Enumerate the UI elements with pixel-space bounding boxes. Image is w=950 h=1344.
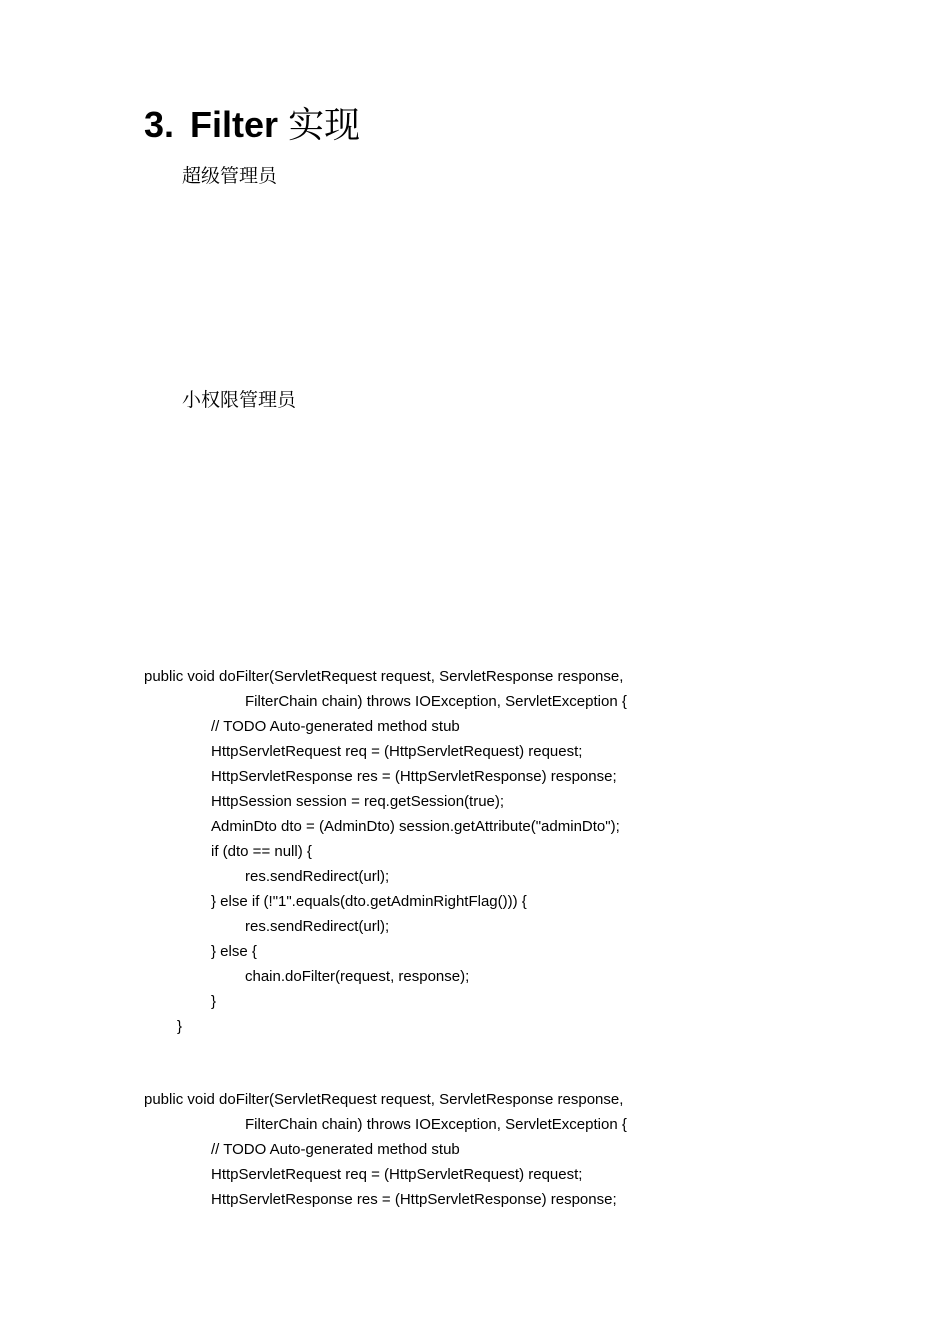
code-line: public void doFilter(ServletRequest request, ServletResponse response,: [144, 668, 624, 685]
code-line: HttpServletResponse res = (HttpServletResponse) response;: [211, 1191, 617, 1208]
code-line: HttpServletResponse res = (HttpServletResponse) response;: [211, 768, 617, 785]
code-line: AdminDto dto = (AdminDto) session.getAttribute("adminDto");: [211, 818, 620, 835]
code-line: FilterChain chain) throws IOException, ServletException {: [245, 1116, 627, 1133]
code-line: public void doFilter(ServletRequest request, ServletResponse response,: [144, 1091, 624, 1108]
code-line: } else if (!"1".equals(dto.getAdminRightFlag())) {: [211, 893, 527, 910]
code-line: if (dto == null) {: [211, 843, 312, 860]
code-block: [144, 1087, 627, 1212]
code-line: // TODO Auto-generated method stub: [211, 718, 460, 735]
subsection-limited-admin: 小权限管理员: [182, 389, 297, 411]
code-line: // TODO Auto-generated method stub: [211, 1141, 460, 1158]
section-heading: [144, 100, 360, 151]
code-line: FilterChain chain) throws IOException, ServletException {: [245, 693, 627, 710]
code-line: } else {: [211, 943, 257, 960]
code-line: res.sendRedirect(url);: [245, 868, 390, 885]
code-line: }: [211, 993, 217, 1010]
code-line: HttpSession session = req.getSession(true);: [211, 793, 505, 810]
code-line: HttpServletRequest req = (HttpServletRequest) request;: [211, 1166, 583, 1183]
section-title-latin: Filter: [190, 104, 279, 145]
section-number: 3.: [144, 104, 175, 145]
code-block: [144, 664, 627, 1039]
code-line: res.sendRedirect(url);: [245, 918, 390, 935]
section-title-cjk: 实现: [288, 105, 361, 146]
code-line: }: [177, 1018, 183, 1035]
code-line: HttpServletRequest req = (HttpServletRequest) request;: [211, 743, 583, 760]
code-line: chain.doFilter(request, response);: [245, 968, 470, 985]
subsection-super-admin: 超级管理员: [182, 165, 278, 187]
